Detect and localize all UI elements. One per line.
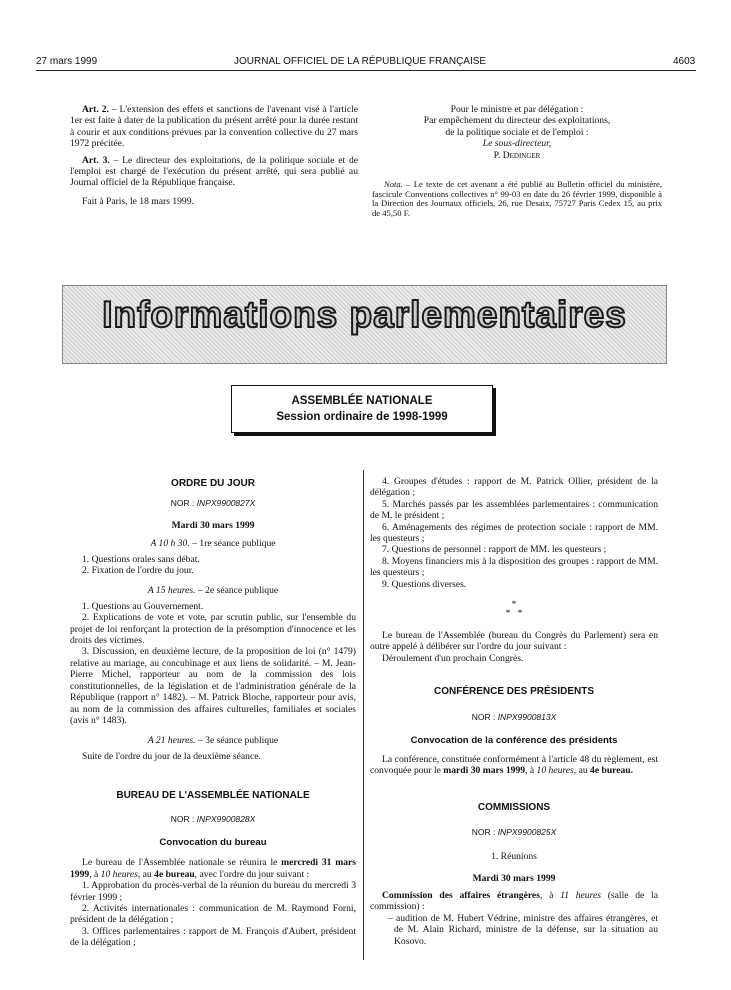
convocation-bureau-title: Convocation du bureau bbox=[159, 836, 267, 848]
seance-1-heading: A 10 h 30. – 1re séance publique bbox=[150, 538, 276, 550]
nor-reference: NOR : INPX9900825X bbox=[471, 826, 557, 837]
nor-reference: NOR : INPX9900813X bbox=[471, 711, 557, 722]
session-date: Mardi 30 mars 1999 bbox=[171, 519, 255, 531]
commission-affaires-etrangeres: Commission des affaires étrangères, à 11 heures (salle de la commission) : bbox=[370, 889, 658, 913]
banner-title: Informations parlementaires bbox=[102, 294, 627, 335]
signature-block bbox=[372, 104, 662, 161]
agenda-item: 8. Moyens financiers mis à la disposition des groupes : rapport de MM. les questeurs ; bbox=[370, 555, 658, 579]
header-rule bbox=[36, 70, 696, 71]
commission-item: – audition de M. Hubert Védrine, ministre des affaires étrangères, et de M. Alain Richard, ministre de la défense, sur la situation au Kosovo. bbox=[388, 912, 658, 947]
page-number: 4603 bbox=[673, 56, 696, 67]
seance-1-item: 1. Questions orales sans débat. bbox=[82, 553, 200, 565]
seance-1-item: 2. Fixation de l'ordre du jour. bbox=[82, 565, 194, 577]
signature-line: Pour le ministre et par délégation : bbox=[450, 104, 584, 115]
convocation-bureau-text: Le bureau de l'Assemblée nationale se réunira le mercredi 31 mars 1999, à 10 heures, au 4e bureau, avec l'ordre du jour suivant : bbox=[70, 857, 357, 880]
seance-3-heading: A 21 heures. – 3e séance publique bbox=[147, 735, 279, 747]
section-banner bbox=[62, 285, 667, 364]
conference-text: La conférence, constituée conformément à l'article 48 du règlement, est convoquée pour le mardi 30 mars 1999, à 10 heures, au 4e bureau. bbox=[370, 753, 658, 776]
convocation-item: 3. Offices parlementaires : rapport de M. François d'Aubert, président de la délégation ; bbox=[70, 925, 356, 949]
separator-stars: * * bbox=[505, 608, 523, 620]
fait-a-paris: Fait à Paris, le 18 mars 1999. bbox=[82, 195, 194, 207]
seance-2-item: 2. Explications de vote et vote, par scrutin public, sur l'ensemble du projet de loi renforçant la protection de la présomption d'innocence et les droits des victimes. bbox=[70, 612, 356, 647]
agenda-item: 4. Groupes d'études : rapport de M. Patrick Ollier, président de la délégation ; bbox=[370, 476, 658, 499]
agenda-item: 6. Aménagements des régimes de protection sociale : rapport de MM. les questeurs ; bbox=[370, 521, 658, 545]
right-column bbox=[370, 476, 658, 947]
reunions-heading: 1. Réunions bbox=[491, 851, 537, 863]
agenda-item: 9. Questions diverses. bbox=[382, 578, 467, 590]
seance-2-heading: A 15 heures. – 2e séance publique bbox=[147, 585, 279, 597]
box-line-2: Session ordinaire de 1998-1999 bbox=[276, 411, 448, 423]
congres-item: Déroulement d'un prochain Congrès. bbox=[382, 652, 524, 664]
seance-3-text: Suite de l'ordre du jour de la deuxième séance. bbox=[82, 750, 261, 762]
agenda-item: 7. Questions de personnel : rapport de MM. les questeurs ; bbox=[382, 544, 607, 556]
nor-reference: NOR : INPX9900828X bbox=[170, 813, 256, 824]
signature-title: Le sous-directeur, bbox=[482, 138, 552, 150]
conference-subtitle: Convocation de la conférence des présidents bbox=[410, 735, 618, 747]
commission-date: Mardi 30 mars 1999 bbox=[472, 872, 556, 884]
commissions-title: COMMISSIONS bbox=[477, 802, 551, 814]
left-column bbox=[70, 478, 356, 949]
header-date: 27 mars 1999 bbox=[36, 56, 98, 67]
column-divider bbox=[363, 470, 364, 960]
assembly-box bbox=[231, 385, 493, 433]
signature-name: P. Dedinger bbox=[493, 149, 541, 161]
ordre-du-jour-title: ORDRE DU JOUR bbox=[171, 478, 255, 489]
agenda-item: 5. Marchés passés par les assemblées parlementaires : communication de M. le président ; bbox=[370, 498, 658, 522]
separator-star: * bbox=[511, 599, 517, 611]
top-left-articles bbox=[70, 104, 358, 207]
bureau-title: BUREAU DE L'ASSEMBLÉE NATIONALE bbox=[116, 790, 310, 802]
signature-line: de la politique sociale et de l'emploi : bbox=[445, 126, 589, 138]
convocation-item: 2. Activités internationales : communication de M. Raymond Forni, président de la délégation ; bbox=[70, 902, 356, 926]
journal-title: JOURNAL OFFICIEL DE LA RÉPUBLIQUE FRANÇAISE bbox=[234, 56, 487, 67]
convocation-item: 1. Approbation du procès-verbal de la réunion du bureau du mercredi 3 février 1999 ; bbox=[70, 880, 356, 903]
nota: Nota. – Le texte de cet avenant a été publié au Bulletin officiel du ministère, fascicule Conventions collectives n° 99-03 en date du 26 février 1999, disponible à la Direction des Journaux officiels, 26, rue Desaix, 75727 Paris Cedex 15, au prix de 45,50 F. bbox=[372, 179, 662, 218]
congres-text: Le bureau de l'Assemblée (bureau du Congrès du Parlement) sera en outre appelé à délibérer sur l'ordre du jour suivant : bbox=[370, 630, 658, 653]
article-3: Art. 3. – Le directeur des exploitations, de la politique sociale et de l'emploi est chargé de l'exécution du présent arrêté, qui sera publié au Journal officiel de la République française. bbox=[70, 154, 358, 189]
seance-2-item: 3. Discussion, en deuxième lecture, de la proposition de loi (n° 1479) relative au mariage, au concubinage et aux liens de solidarité. – M. Jean-Pierre Michel, rapporteur au nom de la commission des lois constitutionnelles, de la législation et de l'administration générale de la République (rapport n° 1482). – M. Patrick Bloche, rapporteur pour avis, au nom de la commission des affaires culturelles, familiales et sociales (avis n° 1483). bbox=[70, 646, 356, 726]
box-line-1: ASSEMBLÉE NATIONALE bbox=[291, 395, 433, 407]
article-2: Art. 2. – L'extension des effets et sanctions de l'avenant visé à l'article 1er est faite à dater de la publication du présent arrêté pour la durée restant à courir et aux conditions prévues par la convention collective du 27 mars 1972 précitée. bbox=[70, 104, 358, 150]
conference-title: CONFÉRENCE DES PRÉSIDENTS bbox=[433, 686, 595, 698]
signature-line: Par empêchement du directeur des exploitations, bbox=[423, 115, 611, 127]
seance-2-item: 1. Questions au Gouvernement. bbox=[82, 600, 204, 612]
nor-reference: NOR : INPX9900827X bbox=[170, 498, 256, 509]
